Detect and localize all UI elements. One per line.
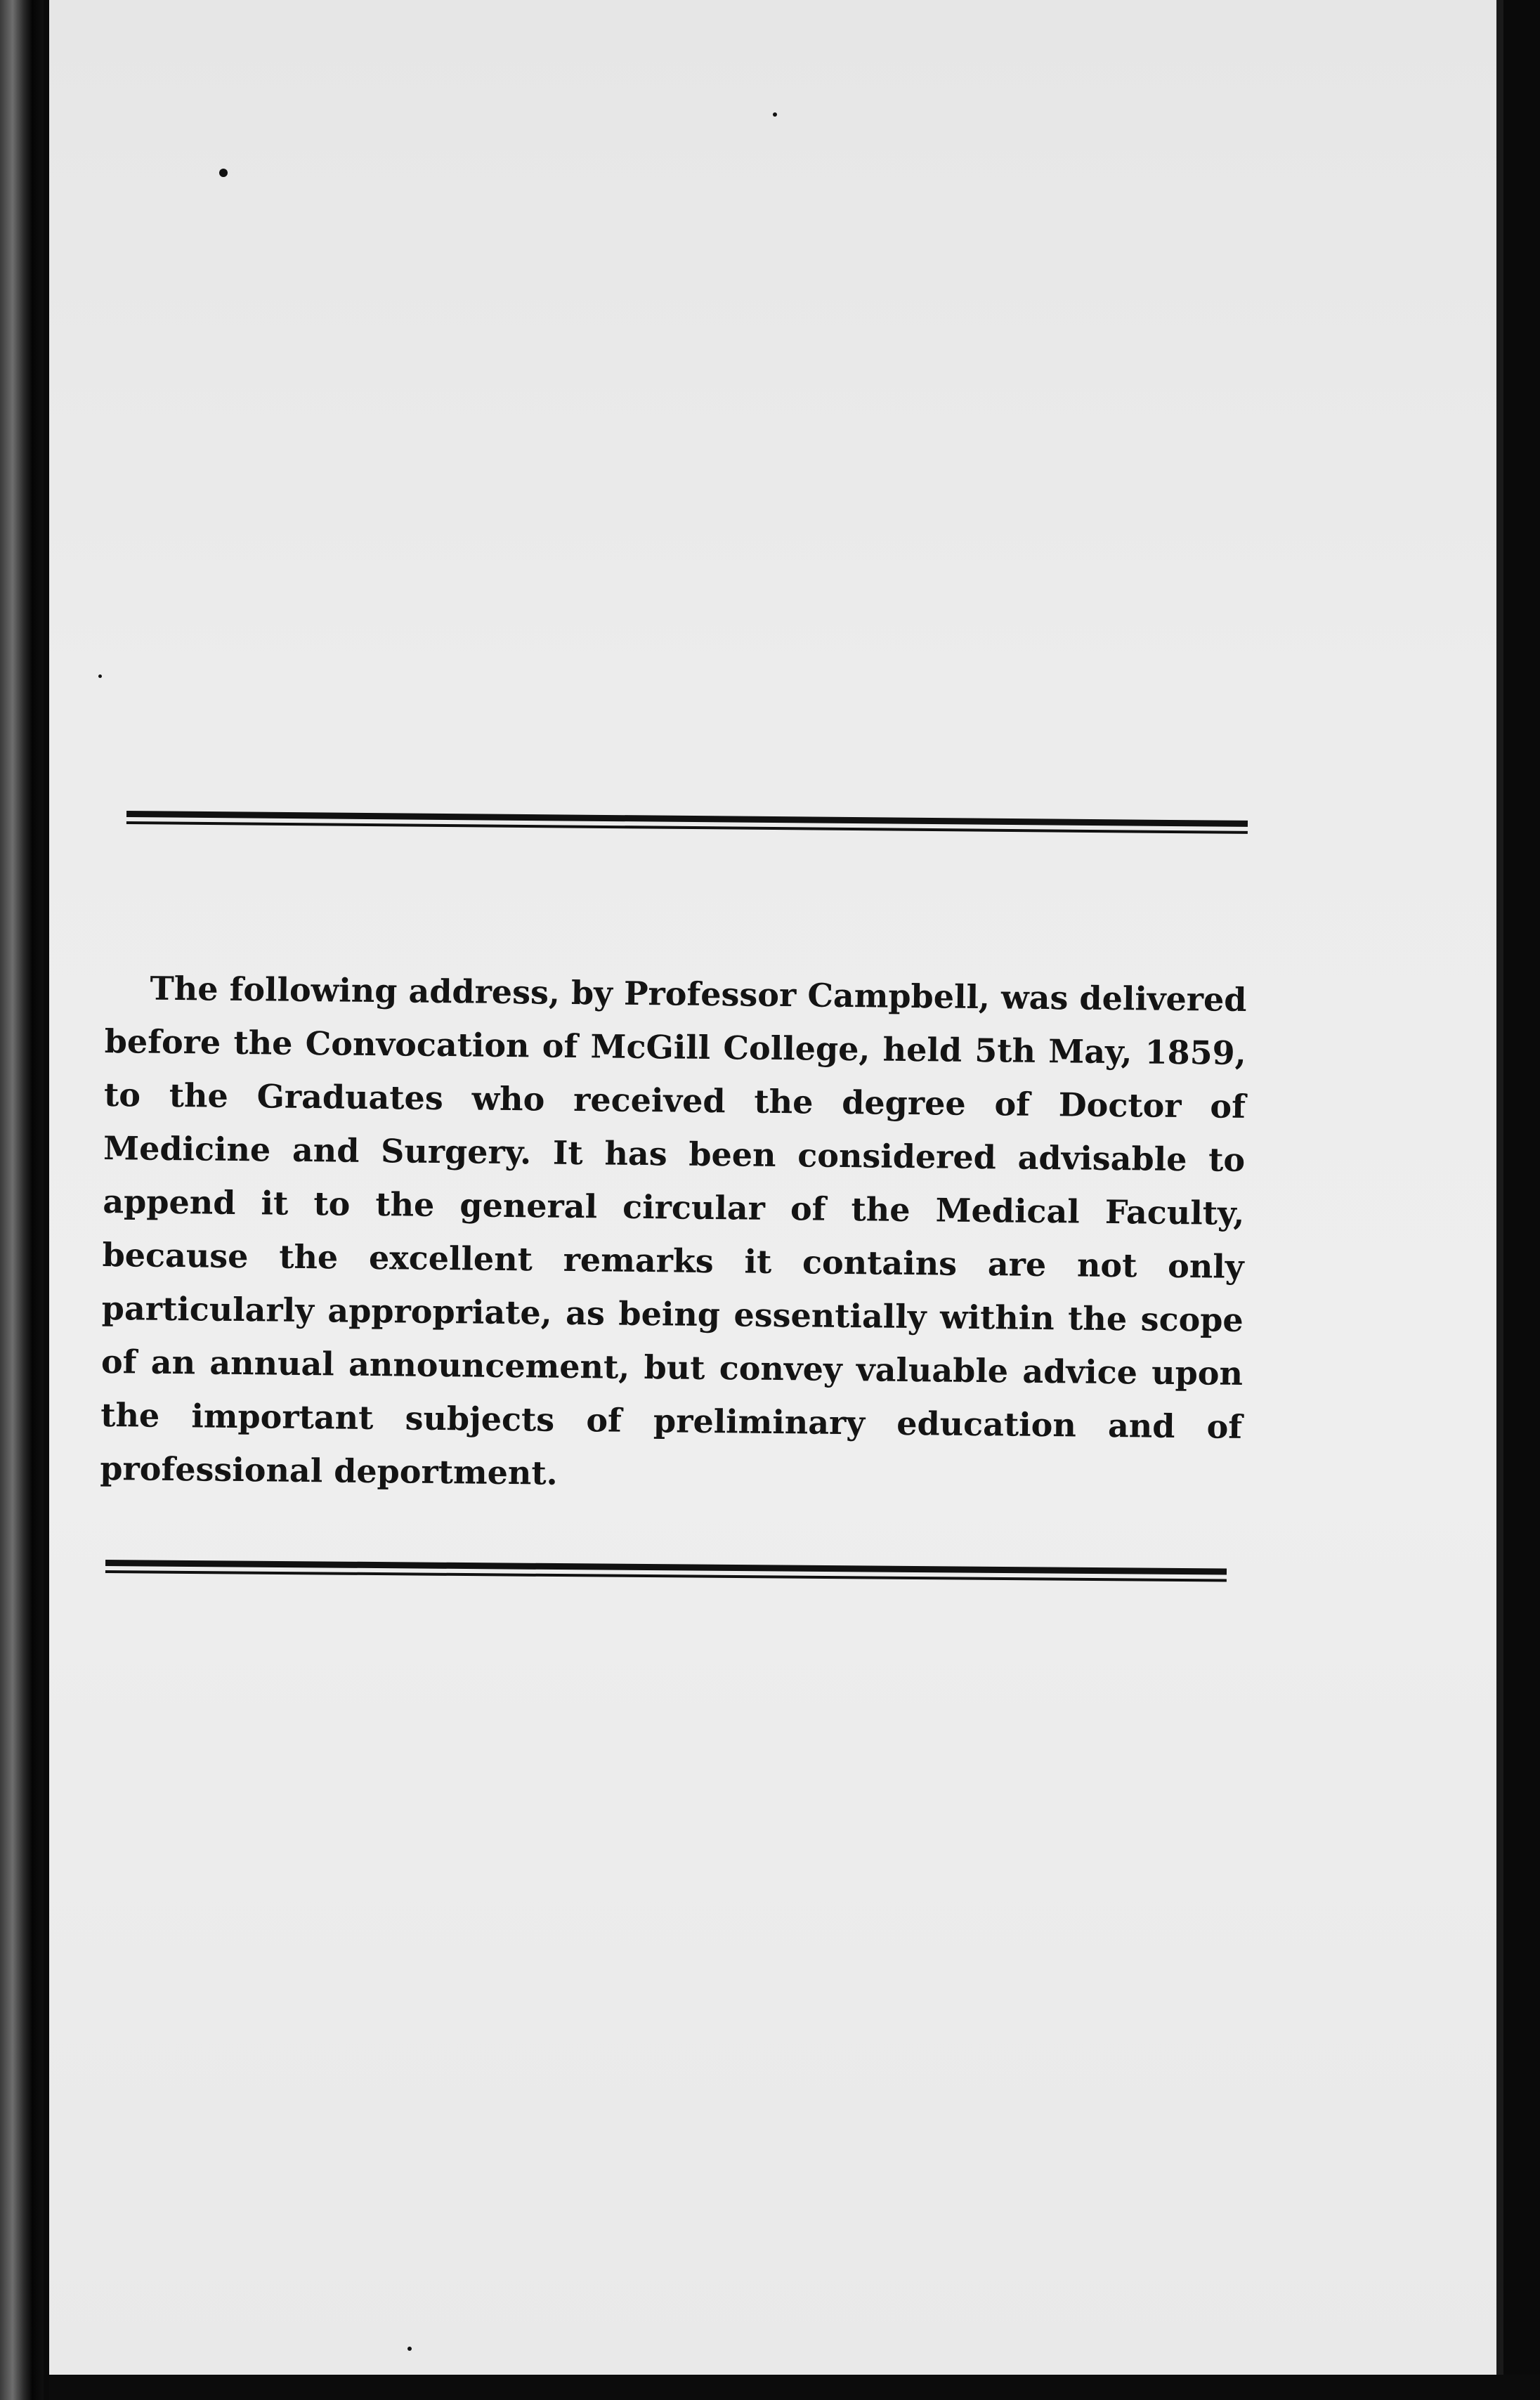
ink-speck — [219, 169, 228, 177]
notice-text-block — [100, 961, 1247, 1507]
book-binding-edge — [0, 0, 44, 2400]
ink-speck — [98, 674, 102, 678]
ink-speck — [407, 2347, 412, 2351]
ink-speck — [773, 112, 777, 117]
page-bottom-shadow — [49, 2375, 1540, 2400]
notice-paragraph: The following address, by Professor Campbell, was delivered before the Convocation of McGill College, held 5th May, 1859, to the Graduates who received the degree of Doctor of Medicine and Surgery. It has been considered advisable to append it to the general circular of the Medical Faculty, because the excellent remarks it contains are not only particularly appropriate, as being essentially within the scope of an annual announcement, but convey valuable advice upon the important subjects of preliminary education and of professional deportment. — [100, 969, 1247, 1492]
